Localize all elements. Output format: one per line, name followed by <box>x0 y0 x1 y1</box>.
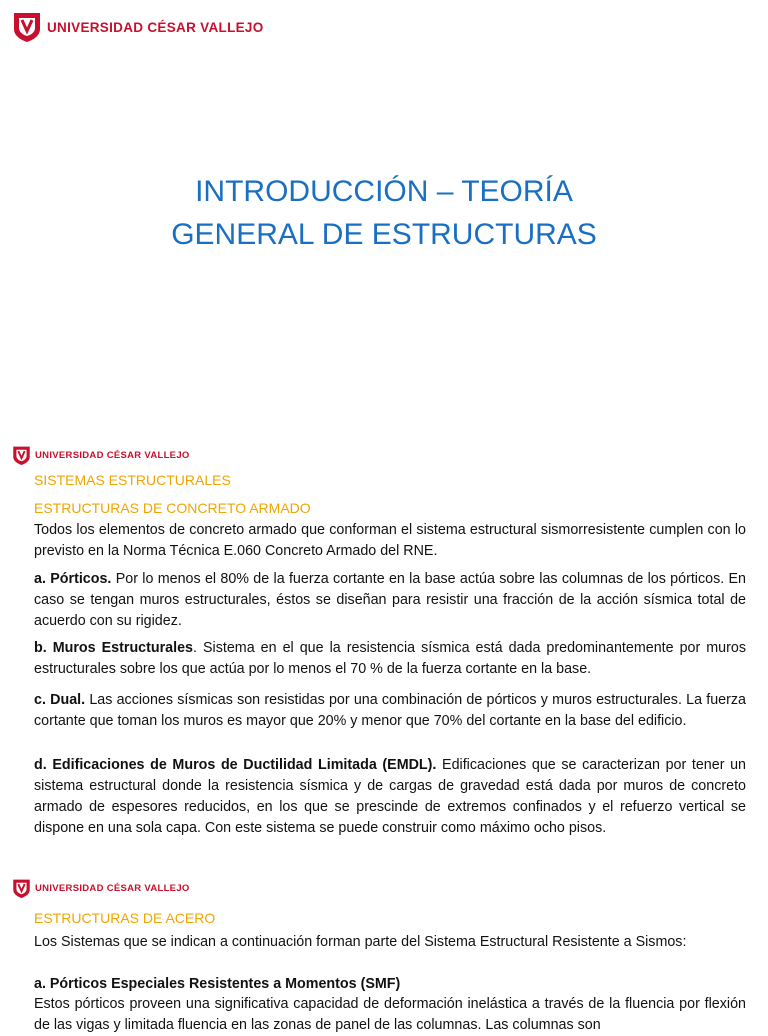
university-logo <box>12 11 264 43</box>
item-label: c. Dual. <box>34 692 86 708</box>
item-label: a. Pórticos. <box>34 571 112 587</box>
university-logo <box>12 878 190 899</box>
item-muros <box>34 638 746 680</box>
item-label: a. Pórticos Especiales Resistentes a Momentos (SMF) <box>34 976 401 992</box>
title-line-2: GENERAL DE ESTRUCTURAS <box>171 218 597 251</box>
university-name: UNIVERSIDAD CÉSAR VALLEJO <box>47 19 264 35</box>
item-text: . Sistema en el que la resistencia sísmica está dada predominantemente por muros estructurales sobre los que actúa por lo menos el 70 % de la fuerza cortante en la base. <box>34 640 746 677</box>
item-smf-text: Estos pórticos proveen una significativa capacidad de deformación inelástica a través de la fluencia por flexión de las vigas y limitada fluencia en las zonas de panel de las columnas. Las columnas son <box>34 996 746 1033</box>
ucv-shield-icon <box>12 878 31 899</box>
intro-paragraph: Todos los elementos de concreto armado que conforman el sistema estructural sismorresistente cumplen con lo previsto en la Norma Técnica E.060 Concreto Armado del RNE. <box>34 522 746 559</box>
item-text: Edificaciones que se caracterizan por tener un sistema estructural donde la resistencia sísmica y de cargas de gravedad está dada por muros de concreto armado de espesores reducidos, en los que se prescinde de extremos confinados y el refuerzo vertical se dispone en una sola capa. Con este sistema se puede construir como máximo ocho pisos. <box>34 757 746 836</box>
slide-title <box>0 0 768 408</box>
ucv-shield-icon <box>12 11 42 43</box>
subsection-heading: ESTRUCTURAS DE ACERO <box>34 910 216 926</box>
item-label: b. Muros Estructurales <box>34 640 194 656</box>
university-name: UNIVERSIDAD CÉSAR VALLEJO <box>35 883 190 894</box>
item-emdl <box>34 755 746 839</box>
ucv-shield-icon <box>12 445 31 466</box>
subsection-heading: ESTRUCTURAS DE CONCRETO ARMADO <box>34 500 311 516</box>
university-name: UNIVERSIDAD CÉSAR VALLEJO <box>35 450 190 461</box>
section-heading: SISTEMAS ESTRUCTURALES <box>34 472 231 488</box>
slide-steel-systems <box>0 848 768 1033</box>
page-title <box>0 170 768 256</box>
title-line-1: INTRODUCCIÓN – TEORÍA <box>195 175 573 208</box>
item-dual <box>34 690 746 732</box>
item-text: Por lo menos el 80% de la fuerza cortante en la base actúa sobre las columnas de los pórticos. En caso se tengan muros estructurales, éstos se diseñan para resistir una fracción de la acción sísmica total de acuerdo con su rigidez. <box>34 571 747 629</box>
item-smf-label <box>34 974 746 995</box>
university-logo <box>12 445 190 466</box>
slide-concrete-systems <box>0 408 768 848</box>
item-text: Las acciones sísmicas son resistidas por una combinación de pórticos y muros estructurales. La fuerza cortante que toman los muros es mayor que 20% y menor que 70% del cortante en la base del edificio. <box>34 692 746 729</box>
item-porticos <box>34 569 746 632</box>
item-label: d. Edificaciones de Muros de Ductilidad Limitada (EMDL). <box>34 757 437 773</box>
intro-paragraph: Los Sistemas que se indican a continuación forman parte del Sistema Estructural Resistente a Sismos: <box>34 934 687 950</box>
